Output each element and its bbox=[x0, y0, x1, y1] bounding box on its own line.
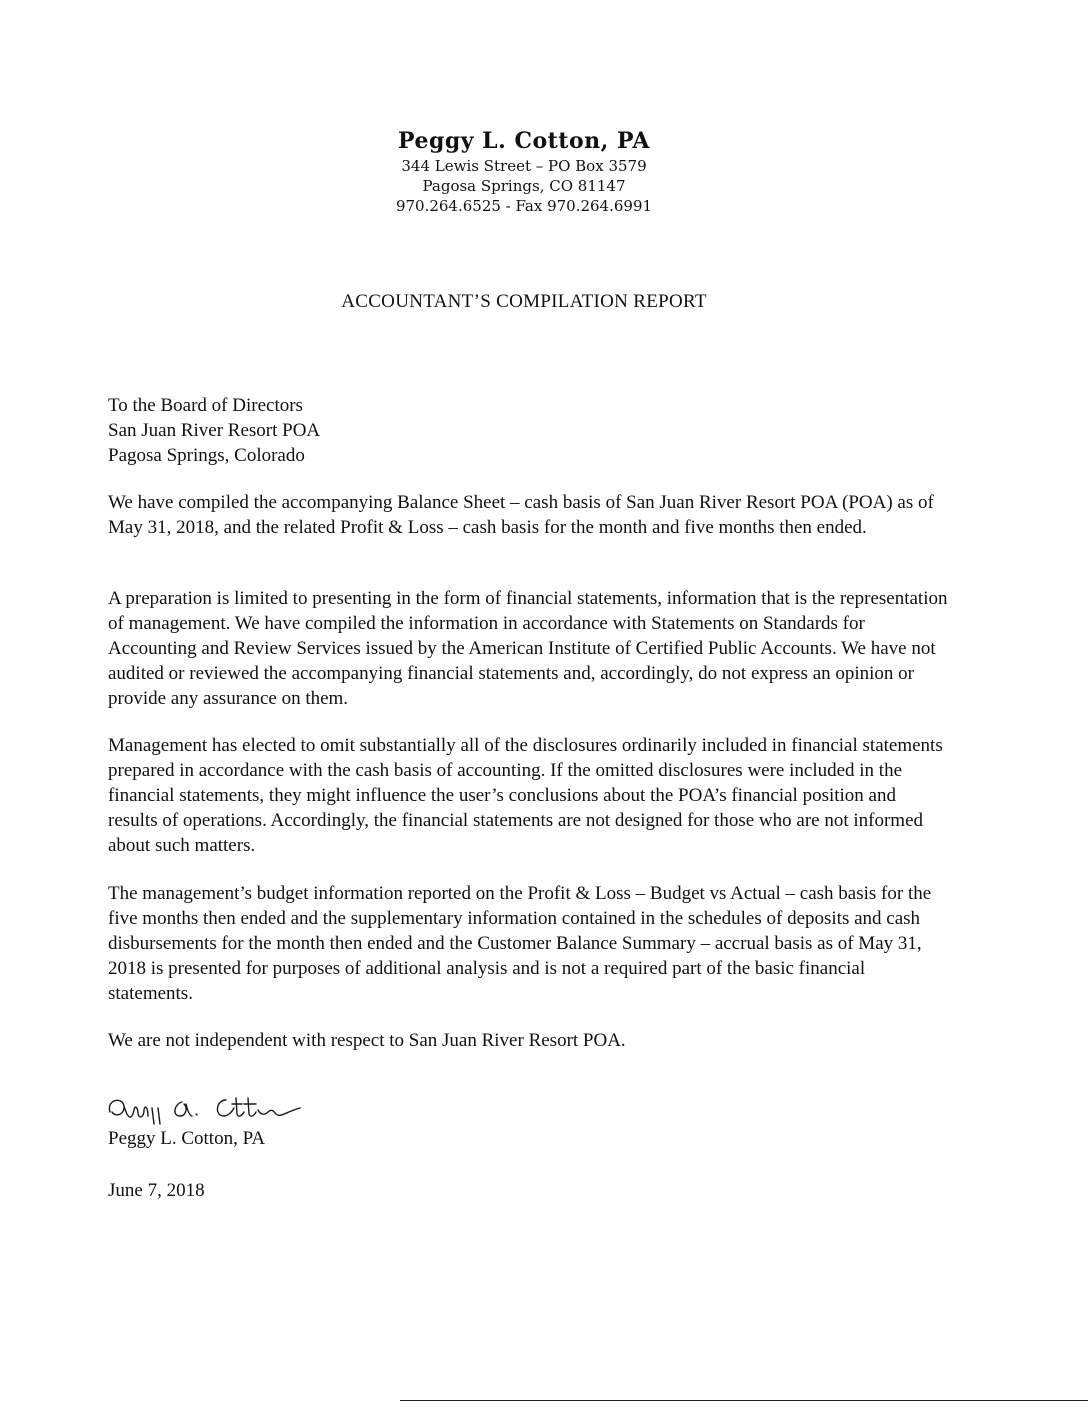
addressee-block bbox=[108, 393, 320, 468]
firm-city: Pagosa Springs, CO 81147 bbox=[422, 177, 626, 195]
addressee-line: To the Board of Directors bbox=[108, 395, 303, 416]
body-paragraph: Management has elected to omit substantially all of the disclosures ordinarily included in financial statements prepared in accordance with the cash basis of accounting. If the omitted disclosures were included in the financial statements, they might influence the user’s conclusions about the POA’s financial position and results of operations. Accordingly, the financial statements are not designed for those who are not informed about such matters. bbox=[108, 735, 943, 856]
report-title: ACCOUNTANT’S COMPILATION REPORT bbox=[341, 291, 707, 312]
letterhead bbox=[300, 126, 748, 216]
handwritten-signature bbox=[104, 1090, 304, 1130]
signer-name: Peggy L. Cotton, PA bbox=[108, 1128, 266, 1149]
addressee-line: San Juan River Resort POA bbox=[108, 420, 321, 441]
firm-phone: 970.264.6525 - Fax 970.264.6991 bbox=[395, 197, 653, 215]
firm-name: Peggy L. Cotton, PA bbox=[398, 128, 650, 154]
footer-rule bbox=[400, 1400, 1088, 1401]
firm-address: 344 Lewis Street – PO Box 3579 bbox=[401, 157, 647, 175]
body-paragraph: We are not independent with respect to San Juan River Resort POA. bbox=[108, 1030, 626, 1051]
report-date: June 7, 2018 bbox=[108, 1180, 205, 1201]
body-paragraph: A preparation is limited to presenting in the form of financial statements, information that is the representation of management. We have compiled the information in accordance with Statements on Standards for Accounting and Review Services issued by the American Institute of Certified Public Accounts. We have not audited or reviewed the accompanying financial statements and, accordingly, do not express an opinion or provide any assurance on them. bbox=[108, 588, 948, 709]
body-paragraph: The management’s budget information reported on the Profit & Loss – Budget vs Actual – cash basis for the five months then ended and the supplementary information contained in the schedules of deposits and cash disbursements for the month then ended and the Customer Balance Summary – accrual basis as of May 31, 2018 is presented for purposes of additional analysis and is not a required part of the basic financial statements. bbox=[108, 883, 932, 1004]
body-paragraph: We have compiled the accompanying Balance Sheet – cash basis of San Juan River Resort POA (POA) as of May 31, 2018, and the related Profit & Loss – cash basis for the month and five months then ended. bbox=[108, 492, 934, 538]
addressee-line: Pagosa Springs, Colorado bbox=[108, 445, 305, 466]
